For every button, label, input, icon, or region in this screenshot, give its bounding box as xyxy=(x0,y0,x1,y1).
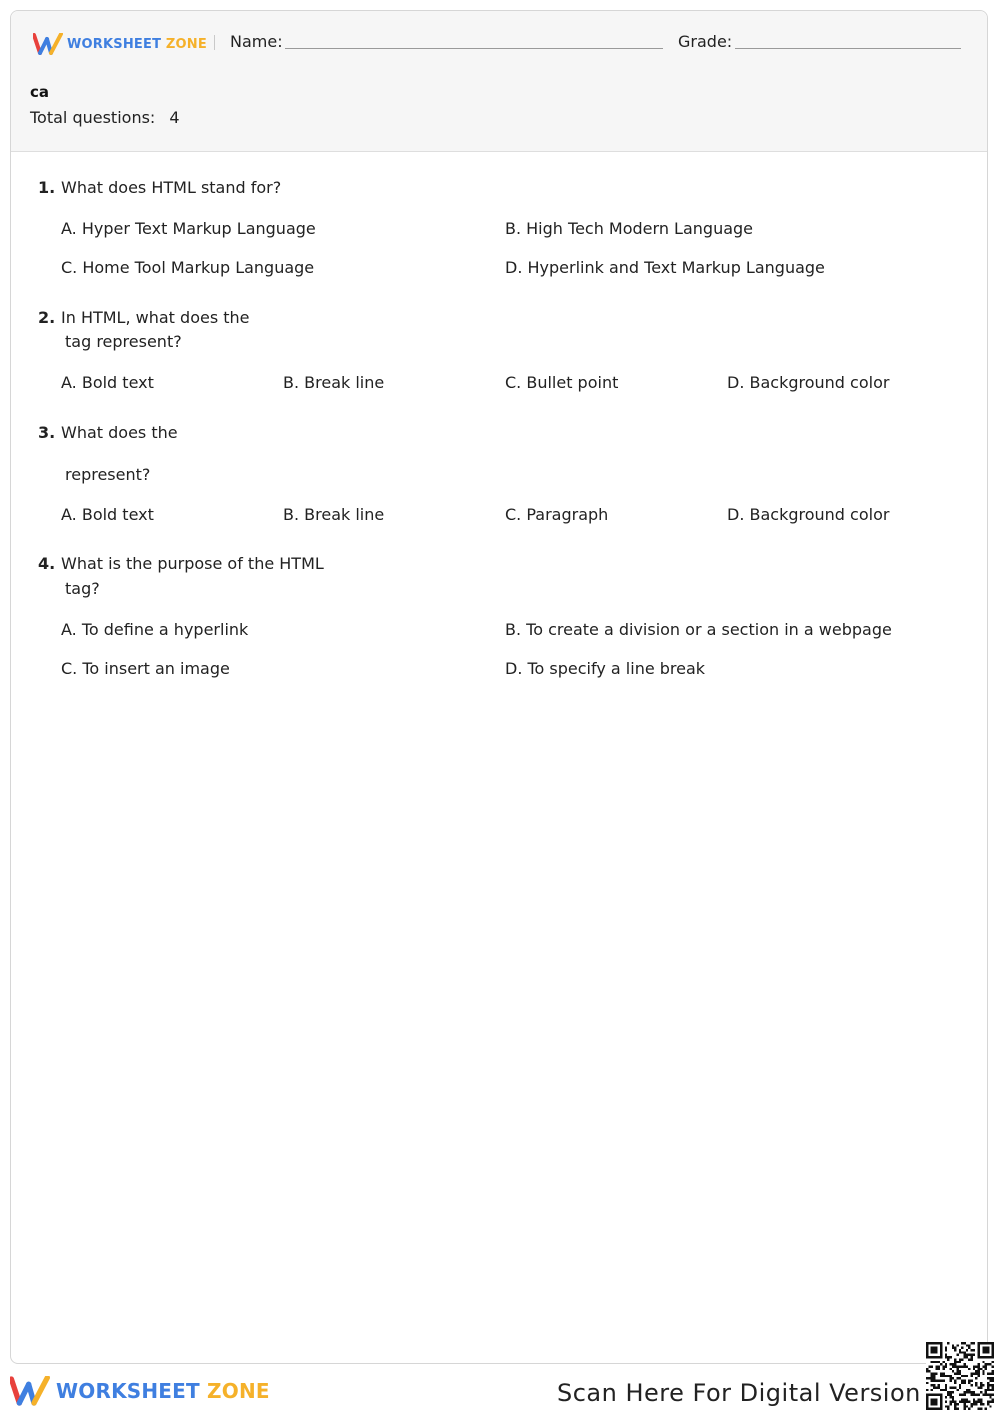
question-3-option-b[interactable]: B. Break line xyxy=(283,505,385,524)
name-field[interactable] xyxy=(285,48,663,49)
header-logo-text: WORKSHEET ZONE xyxy=(67,36,207,52)
header-logo xyxy=(33,33,207,55)
total-questions-label: Total questions: xyxy=(30,108,156,127)
worksheet-zone-logo-icon xyxy=(33,33,63,55)
question-2 xyxy=(38,308,250,327)
question-4 xyxy=(38,554,324,573)
question-1-option-d[interactable]: D. Hyperlink and Text Markup Language xyxy=(505,258,825,277)
question-number: 2. xyxy=(38,308,56,327)
worksheet-zone-logo-icon xyxy=(10,1376,50,1406)
footer-logo xyxy=(10,1376,270,1406)
question-3-stem-continued: represent? xyxy=(65,465,151,484)
grade-field[interactable] xyxy=(735,48,961,49)
question-1-option-a[interactable]: A. Hyper Text Markup Language xyxy=(61,219,316,238)
question-2-option-b[interactable]: B. Break line xyxy=(283,373,385,392)
total-questions xyxy=(30,108,180,127)
question-4-option-c[interactable]: C. To insert an image xyxy=(61,659,230,678)
question-3-option-c[interactable]: C. Paragraph xyxy=(505,505,609,524)
worksheet-header xyxy=(11,11,987,152)
question-1-option-c[interactable]: C. Home Tool Markup Language xyxy=(61,258,315,277)
grade-label: Grade: xyxy=(678,32,733,51)
question-3 xyxy=(38,423,178,442)
worksheet-title: ca xyxy=(30,83,50,101)
question-2-option-a[interactable]: A. Bold text xyxy=(61,373,154,392)
question-4-option-d[interactable]: D. To specify a line break xyxy=(505,659,706,678)
question-stem: What is the purpose of the HTML xyxy=(61,554,324,573)
qr-code-graphic xyxy=(926,1342,994,1410)
qr-code-icon[interactable] xyxy=(926,1342,994,1410)
question-1 xyxy=(38,178,281,197)
question-1-option-b[interactable]: B. High Tech Modern Language xyxy=(505,219,754,238)
footer-logo-text: WORKSHEET ZONE xyxy=(56,1379,270,1403)
worksheet-page xyxy=(10,10,988,1364)
question-2-stem-continued: tag represent? xyxy=(65,332,182,351)
question-2-option-d[interactable]: D. Background color xyxy=(727,373,890,392)
question-stem: In HTML, what does the xyxy=(61,308,250,327)
question-4-stem-continued: tag? xyxy=(65,579,100,598)
name-label: Name: xyxy=(230,32,283,51)
question-3-option-d[interactable]: D. Background color xyxy=(727,505,890,524)
total-questions-value: 4 xyxy=(169,108,180,127)
question-3-option-a[interactable]: A. Bold text xyxy=(61,505,154,524)
question-4-option-b[interactable]: B. To create a division or a section in a webpage xyxy=(505,620,892,639)
question-number: 3. xyxy=(38,423,56,442)
header-divider xyxy=(214,35,215,50)
question-4-option-a[interactable]: A. To define a hyperlink xyxy=(61,620,249,639)
question-stem: What does the xyxy=(61,423,178,442)
question-number: 4. xyxy=(38,554,56,573)
question-2-option-c[interactable]: C. Bullet point xyxy=(505,373,619,392)
question-stem: What does HTML stand for? xyxy=(61,178,282,197)
scan-instruction: Scan Here For Digital Version xyxy=(557,1379,921,1407)
question-number: 1. xyxy=(38,178,56,197)
